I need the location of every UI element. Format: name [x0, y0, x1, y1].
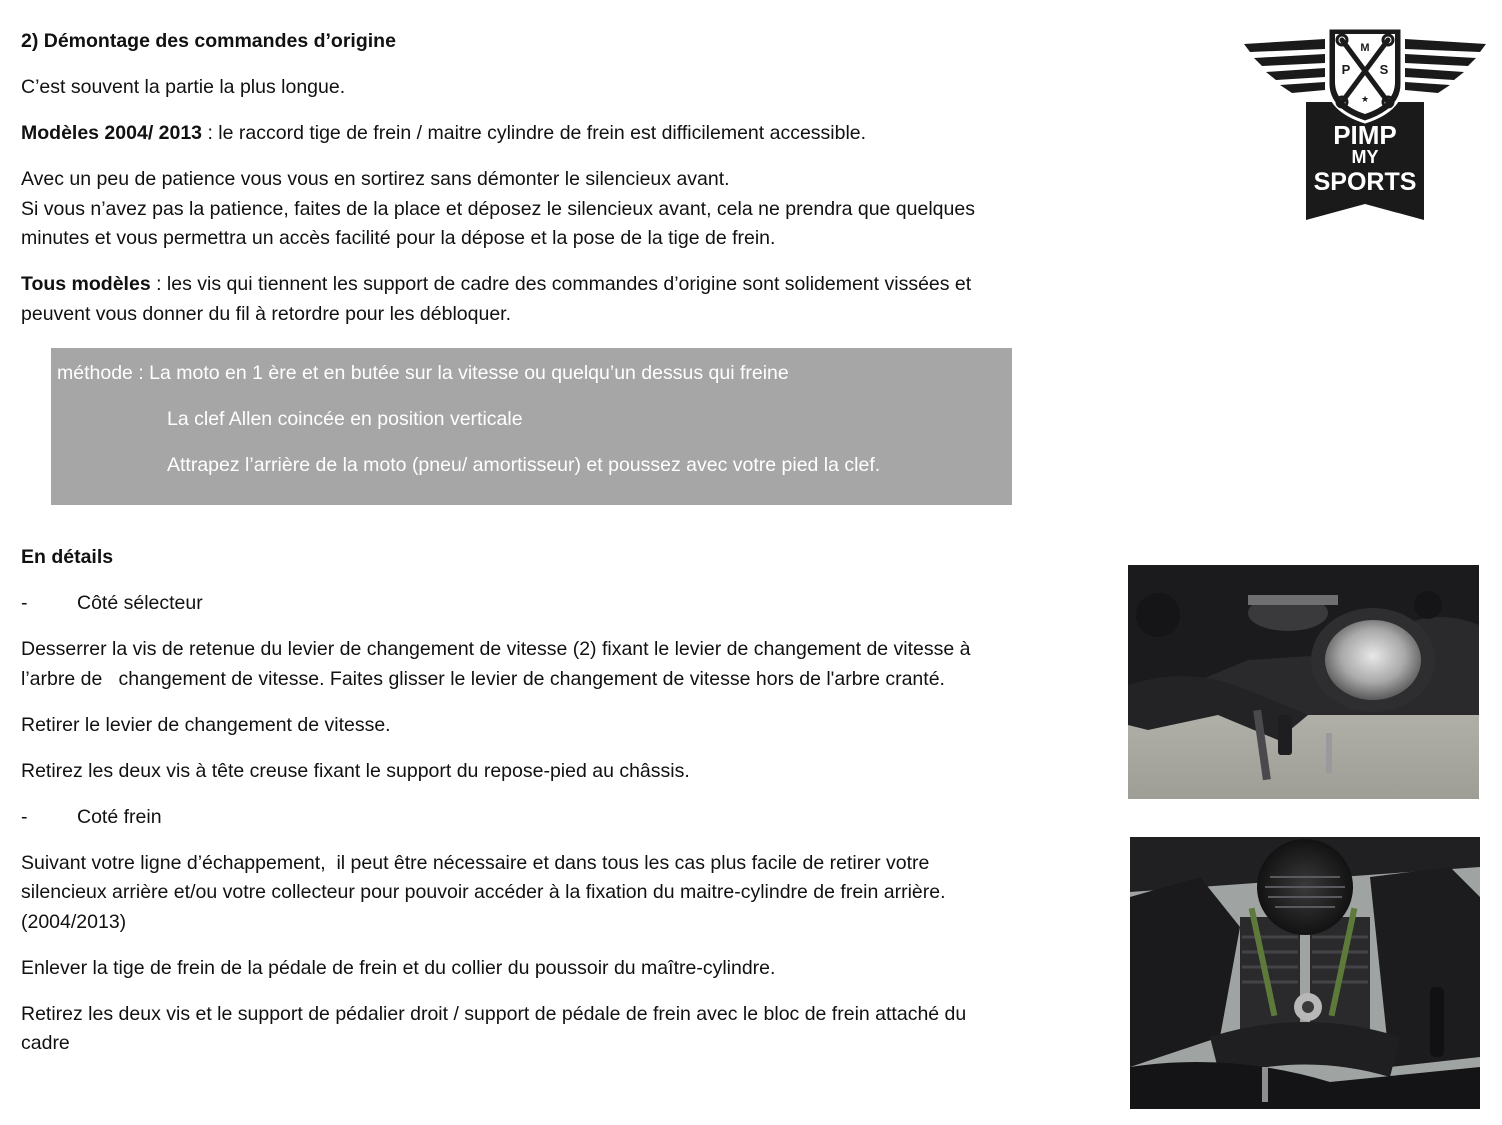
- models-label: Modèles 2004/ 2013: [21, 122, 203, 144]
- selector-p2: Retirer le levier de changement de vitesse.: [21, 714, 391, 736]
- selector-side-item: [0, 589, 400, 619]
- section-heading: 2) Démontage des commandes d’origine: [21, 30, 396, 52]
- patience-line-2: Si vous n’avez pas la patience, faites de la place et déposez le silencieux avant, cela ne prendra que quelques: [21, 198, 975, 220]
- brake-p3-line-2: cadre: [21, 1032, 70, 1054]
- patience-line-1: Avec un peu de patience vous vous en sortirez sans démonter le silencieux avant.: [21, 168, 730, 190]
- method-line-1: méthode : La moto en 1 ère et en butée sur la vitesse ou quelqu’un dessus qui freine: [57, 362, 789, 384]
- method-line-2: La clef Allen coincée en position verticale: [167, 408, 523, 430]
- selector-side-title: Côté sélecteur: [77, 592, 203, 614]
- logo-line-1: PIMP: [1333, 120, 1397, 150]
- logo-letter-s: S: [1379, 62, 1389, 77]
- brake-side-item: [0, 803, 400, 833]
- svg-text:★: ★: [1360, 94, 1370, 104]
- pimp-my-sports-logo: [1240, 22, 1490, 222]
- bullet-dash: -: [21, 806, 28, 828]
- models-2004-2013-paragraph: [21, 119, 1081, 149]
- logo-line-3: SPORTS: [1313, 168, 1417, 196]
- brake-side-title: Coté frein: [77, 806, 162, 828]
- details-heading: En détails: [21, 546, 114, 568]
- selector-p3: Retirez les deux vis à tête creuse fixant le support du repose-pied au châssis.: [21, 760, 690, 782]
- models-text: : le raccord tige de frein / maitre cylindre de frein est difficilement accessible.: [202, 122, 867, 144]
- bullet-dash: -: [21, 592, 28, 614]
- all-models-line-1: [21, 270, 1081, 300]
- all-models-text: : les vis qui tiennent les support de cadre des commandes d’origine sont solidement vissées et: [150, 273, 972, 295]
- patience-line-3: minutes et vous permettra un accès facilité pour la dépose et la pose de la tige de frein.: [21, 227, 776, 249]
- logo-line-2: MY: [1351, 147, 1379, 167]
- selector-side-photo: [1128, 565, 1479, 799]
- brake-p3-line-1: Retirez les deux vis et le support de pédalier droit / support de pédale de frein avec le bloc de frein attaché du: [21, 1003, 967, 1025]
- method-box: [51, 348, 1012, 505]
- brake-p2: Enlever la tige de frein de la pédale de frein et du collier du poussoir du maître-cylindre.: [21, 957, 776, 979]
- brake-p1-line-3: (2004/2013): [21, 911, 127, 933]
- intro-text: C’est souvent la partie la plus longue.: [21, 76, 346, 98]
- brake-side-photo: [1130, 837, 1480, 1109]
- selector-p1-line-2: l’arbre de changement de vitesse. Faites glisser le levier de changement de vitesse hors de l'arbre cranté.: [21, 668, 945, 690]
- all-models-label: Tous modèles: [21, 273, 151, 295]
- all-models-line-2: peuvent vous donner du fil à retordre pour les débloquer.: [21, 303, 511, 325]
- selector-p1-line-1: Desserrer la vis de retenue du levier de changement de vitesse (2) fixant le levier de changement de vitesse à: [21, 638, 971, 660]
- brake-p1-line-1: Suivant votre ligne d’échappement, il peut être nécessaire et dans tous les cas plus facile de retirer votre: [21, 852, 930, 874]
- logo-letter-m: M: [1360, 42, 1370, 54]
- brake-p1-line-2: silencieux arrière et/ou votre collecteur pour pouvoir accéder à la fixation du maitre-cylindre de frein arrière.: [21, 881, 946, 903]
- logo-letter-p: P: [1341, 62, 1351, 77]
- method-line-3: Attrapez l’arrière de la moto (pneu/ amortisseur) et poussez avec votre pied la clef.: [167, 454, 881, 476]
